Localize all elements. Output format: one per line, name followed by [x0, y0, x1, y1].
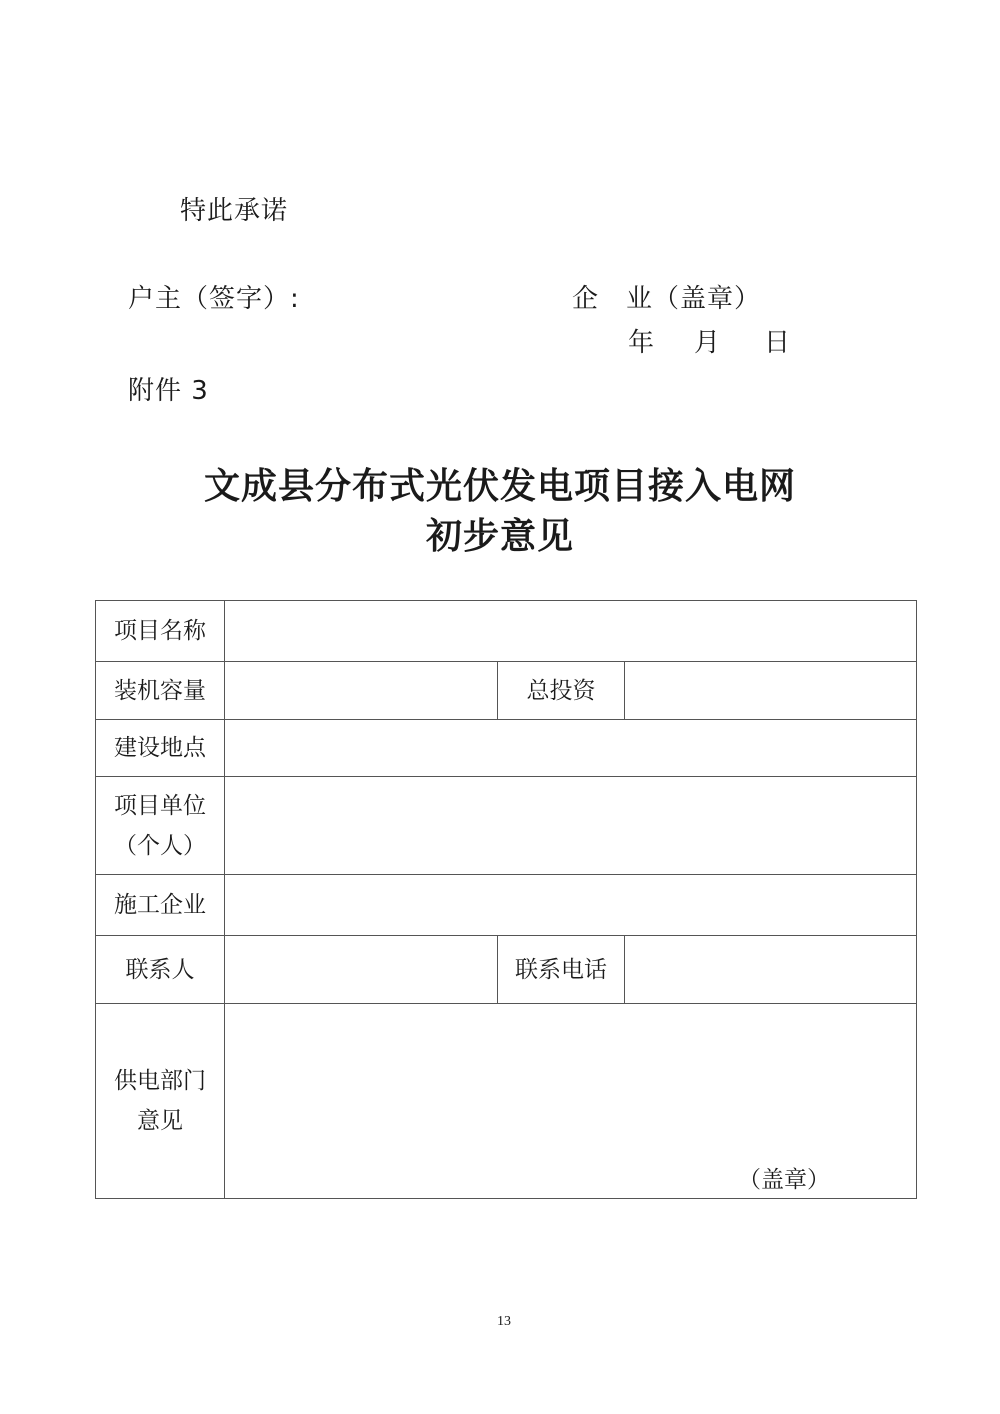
- project-name-label: 项目名称: [96, 601, 225, 662]
- contact-person-field[interactable]: [225, 936, 498, 1004]
- grid-connection-form: [95, 600, 917, 1199]
- opinion-label-line1: 供电部门: [114, 1068, 206, 1094]
- row-project-name: [96, 601, 917, 662]
- investment-label: 总投资: [498, 662, 625, 720]
- document-title: 文成县分布式光伏发电项目接入电网: [203, 465, 796, 507]
- capacity-label: 装机容量: [96, 662, 225, 720]
- project-name-field[interactable]: [225, 601, 917, 662]
- opinion-label-line2: 意见: [137, 1108, 183, 1134]
- date-month: 月: [694, 328, 722, 358]
- investment-field[interactable]: [625, 662, 917, 720]
- project-unit-field[interactable]: [225, 777, 917, 875]
- closing-statement: 特此承诺: [180, 196, 289, 226]
- location-field[interactable]: [225, 720, 917, 777]
- contractor-label: 施工企业: [96, 875, 225, 936]
- project-unit-label: [96, 777, 225, 875]
- project-unit-label-line2: （个人）: [114, 832, 206, 859]
- row-opinion: [96, 1004, 917, 1199]
- contractor-field[interactable]: [225, 875, 917, 936]
- project-unit-label-line1: 项目单位: [114, 792, 206, 819]
- date-day: 日: [764, 328, 792, 358]
- company-seal-label: 企 业（盖章）: [572, 284, 762, 314]
- opinion-field[interactable]: [225, 1004, 917, 1199]
- location-label: 建设地点: [96, 720, 225, 777]
- capacity-field[interactable]: [225, 662, 498, 720]
- row-contact: [96, 936, 917, 1004]
- row-location: [96, 720, 917, 777]
- contact-phone-field[interactable]: [625, 936, 917, 1004]
- row-project-unit: [96, 777, 917, 875]
- row-contractor: [96, 875, 917, 936]
- contact-phone-label: 联系电话: [498, 936, 625, 1004]
- row-capacity: [96, 662, 917, 720]
- seal-label: （盖章）: [738, 1167, 831, 1193]
- page-number: 13: [497, 1314, 511, 1329]
- document-subtitle: 初步意见: [425, 515, 574, 557]
- contact-person-label: 联系人: [96, 936, 225, 1004]
- owner-signature-label: 户主（签字）:: [128, 284, 300, 314]
- date-year: 年: [628, 328, 656, 358]
- attachment-label: 附件 3: [128, 376, 209, 406]
- opinion-label: [96, 1004, 225, 1199]
